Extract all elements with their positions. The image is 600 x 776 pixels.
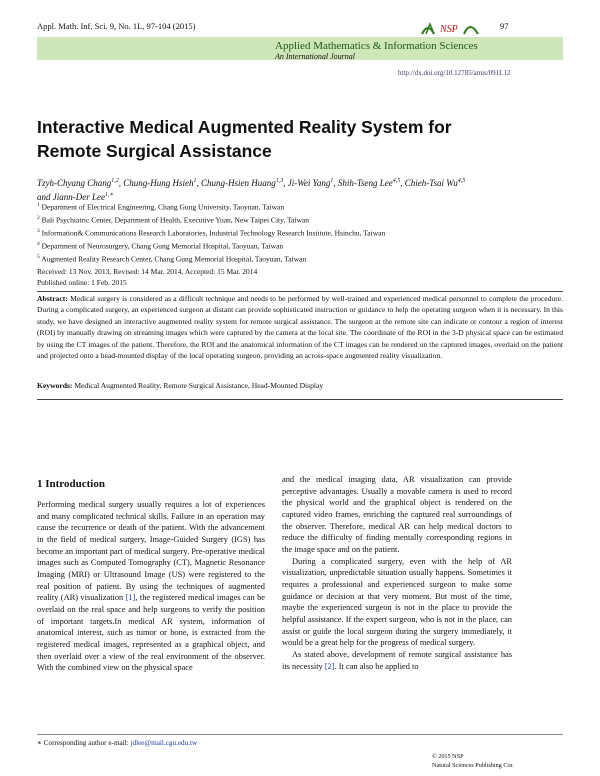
corresponding-author-footnote: ∗ Corresponding author e-mail: jdlee@mail.cgu.edu.tw bbox=[37, 739, 198, 747]
affiliation: $^5$ Augmented Reality Research Center, Chang Gung Memorial Hospital, Taoyuan, Taiwan bbox=[37, 253, 307, 264]
affiliation-list bbox=[37, 200, 567, 265]
citation-link[interactable]: [2] bbox=[324, 661, 335, 671]
nsp-logo bbox=[420, 18, 480, 38]
citation-link[interactable]: [1] bbox=[125, 593, 136, 603]
keywords bbox=[37, 381, 563, 390]
footnote-rule bbox=[37, 734, 563, 735]
body-column-right bbox=[282, 474, 512, 672]
affiliation: $^1$ Department of Electrical Engineering, Chang Gung University, Taoyuan, Taiwan bbox=[37, 202, 285, 212]
abstract-label: Abstract: bbox=[37, 294, 68, 303]
running-header-citation: Appl. Math. Inf. Sci. 9, No. 1L, 97-104 (2015) bbox=[37, 21, 196, 31]
paragraph: During a complicated surgery, even with the help of AR visualization, unpredictable situation usually happens. Sometimes it requires a professional and experienced surgeon to make some guidance or decision at that very moment. But most of the time, maybe the experienced surgeon is not in the place to provide the helpful assistance. If the expert surgeon, who is not in the place, can assist or guide the local surgeon during the surgery immediately, it would be a great help for the progress of medical surgery. bbox=[282, 556, 512, 648]
paragraph: and the medical imaging data, AR visualization can provide perceptive advantages. Usually a movable camera is used to record the physical world and the graphical object is rendered on the captured video frames, enriching the captured real surroundings of the observer. Therefore, medical AR can help medical doctors to reduce the difficulty of finding mentally corresponding regions in the image space and on the patient. bbox=[282, 475, 512, 554]
logo-text: NSP bbox=[440, 24, 458, 35]
section-heading: 1 Introduction bbox=[37, 478, 105, 490]
author-email-link[interactable]: jdlee@mail.cgu.edu.tw bbox=[130, 739, 198, 747]
received-dates: Received: 13 Nov. 2013, Revised: 14 Mar. 2014, Accepted: 15 Mar. 2014 bbox=[37, 267, 258, 276]
abstract-top-rule bbox=[37, 291, 563, 292]
author: Tzyh-Chyang Chang bbox=[37, 178, 112, 188]
affiliation: $^3$ Information& Communications Research Laboratories, Industrial Technology Research Institute, Hsinchu, Taiwan bbox=[37, 227, 386, 238]
abstract-text: Medical surgery is considered as a difficult technique and needs to be performed by well-trained and experienced medical personnel to complete the procedure. During a complicated surgery, an experienced surgeon at distant can provide sophisticated instruction or guidance to help the operating surgeon when it is necessary. In this study, we have designed an interactive augmented reality system for remote surgical assistance. The surgeon at the remote site can indicate or contour a region of interest (ROI) by manually drawing on streaming images which were captured by the camera at the local site. The coordinate of the ROI in the 3-D physical space can be estimated by using the CT images of the patient. Therefore, the ROI and the anatomical information of the CT images can be rendered on the captured images, overlaid on the patient and projected onto a head-mounted display of the local operating surgeon, providing an across-space augmented reality visualization. bbox=[37, 294, 564, 361]
affiliation: $^4$ Department of Neurosurgery, Chang Gung Memorial Hospital, Taoyuan, Taiwan bbox=[37, 240, 284, 251]
author: Shih-Tseng Lee bbox=[337, 178, 393, 188]
page-number: 97 bbox=[500, 21, 509, 31]
keywords-text: Medical Augmented Reality, Remote Surgical Assistance, Head-Mounted Display bbox=[74, 381, 324, 390]
published-date: Published online: 1 Feb. 2015 bbox=[37, 278, 127, 287]
author: Chung-Hsien Huang bbox=[201, 178, 276, 188]
paragraph: Performing medical surgery usually requires a lot of experiences and many complicated technical skills. Failure in an operation may cause the recurrence or death of the patient. With the advancement in the field of medical surgery, Image-Guided Surgery (IGS) has become an important part of medical surgery. Pre-operative medical images such as Computed Tomography (CT), Magnetic Resonance Imaging (MRI) or Ultrasound Image (US) were registered to the real position of patient. By using the techniques of augmented reality (AR) visualization [1], the registered medical images can be overlaid on the real space and help surgeons to verify the position of important targets.In medical AR system, information of anatomical interest, such as tumor or bone, is extracted from the registered medical images, represented as a graphical object, and then overlaid over a view of the real environment of the observer. With the combined view on the physical space bbox=[37, 500, 265, 673]
doi-link[interactable]: http://dx.doi.org/10.12785/amis/091L12 bbox=[398, 69, 511, 77]
keywords-label: Keywords: bbox=[37, 381, 73, 390]
author: Chung-Hung Hsieh bbox=[123, 178, 194, 188]
author-list: Tzyh-Chyang Chang$^{1,2}$, Chung-Hung Hsieh$^1$, Chung-Hsien Huang$^{1,3}$, Ji-Wei Yang$^1$, Shih-Tseng Lee$^{4,5}$, Chieh-Tsai Wu$^{4,5}$ and Jiann-Der Lee$^{1,∗}$ bbox=[37, 178, 466, 202]
author: Ji-Wei Yang bbox=[287, 178, 331, 188]
affiliation: $^2$ Bali Psychiatric Center, Department of Health, Executive Yuan, New Taipei City, Taiwan bbox=[37, 214, 309, 225]
paper-title: Interactive Medical Augmented Reality System for Remote Surgical Assistance bbox=[37, 117, 452, 161]
journal-name: Applied Mathematics & Information Sciences bbox=[275, 40, 478, 52]
abstract bbox=[37, 293, 563, 361]
author: Chieh-Tsai Wu bbox=[404, 178, 458, 188]
body-column-left bbox=[37, 499, 265, 674]
abstract-bottom-rule bbox=[37, 399, 563, 400]
journal-subtitle: An International Journal bbox=[275, 52, 355, 61]
copyright: © 2015 NSP bbox=[432, 753, 464, 760]
paragraph: As stated above, development of remote surgical assistance has its necessity [2]. It can also be applied to bbox=[282, 649, 512, 671]
publication-dates bbox=[37, 266, 257, 288]
publisher: Natural Sciences Publishing Cor. bbox=[432, 762, 514, 769]
author: Jiann-Der Lee bbox=[52, 192, 105, 202]
